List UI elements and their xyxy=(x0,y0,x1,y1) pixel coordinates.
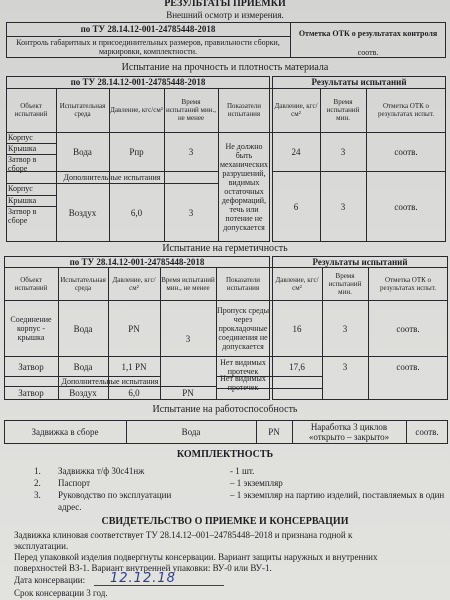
tightness-row3-medium: Воздух xyxy=(69,388,97,398)
operability-object: Задвижка в сборе xyxy=(31,427,99,437)
visual-item: Контроль габаритных и присоединительных размеров, правильности сборки, маркировки, комплектности. xyxy=(16,38,280,56)
strength-extra-res-pressure: 6 xyxy=(293,201,299,212)
tightness-row2-indicator: Нет видимых протечек xyxy=(220,357,266,376)
tightness-row2-pressure: 1,1 PN xyxy=(121,361,147,372)
visual-mark: соотв. xyxy=(357,47,379,57)
certificate-line-3: Перед упаковкой изделия подвергнуты консервации. Вариант защиты наружных и внутренних xyxy=(14,552,378,562)
visual-spec: по ТУ 28.14.12-001-24785448-2018 xyxy=(80,24,216,34)
operability-pressure: PN xyxy=(268,427,280,437)
operability-indicator: Наработка 3 циклов «открыто – закрыто» xyxy=(308,422,390,442)
tightness-row3-indicator: Нет видимых протечек xyxy=(220,373,266,392)
operability-medium: Вода xyxy=(181,427,201,437)
tightness-row1-object: Соединение корпус - крышка xyxy=(10,315,52,342)
strength-col-res-pressure: Давление, кгс/см² xyxy=(274,102,318,118)
strength-res-pressure: 24 xyxy=(291,147,301,157)
operability-mark: соотв. xyxy=(415,427,439,437)
strength-col-indicators: Показатели испытания xyxy=(226,102,262,118)
strength-object-2: Крышка xyxy=(8,144,37,153)
visual-otk-header: Отметка ОТК о результатах контроля xyxy=(298,28,438,38)
tightness-row1-indicator: Пропуск среды через прокладочные соединения не допускается xyxy=(217,306,269,351)
strength-extra-object-3: Затвор в сборе xyxy=(8,207,37,225)
conservation-date-label: Дата консервации: xyxy=(14,575,86,585)
strength-res-time: 3 xyxy=(340,147,346,157)
tightness-row1-res-pressure: 16 xyxy=(292,323,302,334)
completeness-item-num: 3. xyxy=(34,490,41,500)
strength-time: 3 xyxy=(188,147,194,157)
tightness-col-res-time: Время испытаний мин. xyxy=(328,271,362,296)
tightness-row2-res-time: 3 xyxy=(342,361,348,372)
strength-col-res-mark: Отметка ОТК о результатах испыт. xyxy=(377,102,435,118)
tightness-row1-pressure: PN xyxy=(128,323,140,334)
certificate-line-4: поверхностей ВЗ-1. Вариант внутренней упаковки: ВУ-0 или ВУ-1. xyxy=(14,563,272,573)
tightness-results-header: Результаты испытаний xyxy=(312,256,408,267)
tightness-shared-time: 3 xyxy=(185,333,191,344)
completeness-item-name: адрес. xyxy=(58,502,82,512)
conservation-term: Срок консервации 3 год. xyxy=(14,588,108,598)
tightness-spec: по ТУ 28.14.12-001-24785448-2018 xyxy=(69,256,205,267)
tightness-title: Испытание на герметичность xyxy=(162,243,288,254)
strength-object-3: Затвор в сборе xyxy=(8,155,37,173)
strength-extra-medium: Воздух xyxy=(68,207,97,218)
strength-res-mark: соотв. xyxy=(394,147,418,157)
tightness-col-medium: Испытательная среда xyxy=(60,275,106,292)
strength-col-medium: Испытательная среда xyxy=(59,102,106,118)
strength-results-header: Результаты испытаний xyxy=(311,77,407,87)
strength-col-res-time: Время испытаний мин. xyxy=(326,98,360,122)
strength-extra-pressure: 6,0 xyxy=(130,207,143,218)
tightness-row1-medium: Вода xyxy=(73,323,93,334)
completeness-title: КОМПЛЕКТНОСТЬ xyxy=(176,449,274,460)
strength-extra-object-2: Крышка xyxy=(8,196,37,205)
tightness-row2-medium: Вода xyxy=(73,361,93,372)
strength-extra-res-time: 3 xyxy=(340,201,346,212)
tightness-extra-label: Дополнительные испытания xyxy=(61,377,159,386)
tightness-row2-res-mark: соотв. xyxy=(396,361,420,372)
strength-pressure: Pпр xyxy=(129,147,144,157)
completeness-item-qty: - 1 шт. xyxy=(230,466,255,476)
completeness-item-name: Задвижка т/ф 30с41нж xyxy=(58,466,145,476)
tightness-row2-object: Затвор xyxy=(18,361,44,372)
tightness-col-res-pressure: Давление, кгс/см² xyxy=(275,275,319,292)
completeness-item-num: 2. xyxy=(34,478,41,488)
tightness-col-object: Объект испытаний xyxy=(14,275,48,292)
tightness-row3-object: Затвор xyxy=(18,388,44,398)
tightness-row3-pressure: 6,0 xyxy=(128,388,140,398)
completeness-item-qty: – 1 экземпляр на партию изделий, поставляемых в один xyxy=(230,490,445,500)
tightness-col-time: Время испытаний мин., не менее xyxy=(161,275,215,292)
strength-extra-label: Дополнительные испытания xyxy=(63,173,161,182)
strength-extra-res-mark: соотв. xyxy=(394,201,418,212)
page-title: РЕЗУЛЬТАТЫ ПРИЕМКИ xyxy=(164,0,286,9)
completeness-item-name: Руководство по эксплуатации xyxy=(58,490,172,500)
page-subtitle: Внешний осмотр и измерения. xyxy=(166,10,284,20)
certificate-title: СВИДЕТЕЛЬСТВО О ПРИЕМКЕ И КОНСЕРВАЦИИ xyxy=(101,516,349,527)
strength-spec: по ТУ 28.14.12-001-24785448-2018 xyxy=(70,77,206,87)
strength-col-pressure: Давление, кгс/см² xyxy=(110,106,163,114)
strength-col-time: Время испытаний мин., не менее xyxy=(166,98,216,122)
strength-medium: Вода xyxy=(73,147,92,157)
tightness-col-pressure: Давление, кгс/см² xyxy=(112,275,156,292)
strength-extra-object-1: Корпус xyxy=(8,184,33,193)
tightness-row1-res-mark: соотв. xyxy=(396,323,420,334)
certificate-line-2: эксплуатации. xyxy=(14,541,69,551)
tightness-col-indicators: Показатели испытания xyxy=(225,275,261,292)
operability-title: Испытание на работоспособность xyxy=(152,404,298,415)
certificate-line-1: Задвижка клиновая соответствует ТУ 28.14.12–001–24785448–2018 и признана годной к xyxy=(14,530,353,540)
conservation-date-value: 12.12.18 xyxy=(110,571,176,586)
tightness-col-res-mark: Отметка ОТК о результатах испыт. xyxy=(379,275,437,292)
strength-object-1: Корпус xyxy=(8,133,33,142)
tightness-row1-res-time: 3 xyxy=(342,323,348,334)
strength-indicator: Не должно быть механических разрушений, видимых остаточных деформаций, течь или потение не допускается xyxy=(219,142,268,232)
completeness-item-qty: – 1 экземпляр xyxy=(230,478,283,488)
strength-extra-time: 3 xyxy=(188,207,194,218)
completeness-item-num: 1. xyxy=(34,466,41,476)
tightness-row3-time: PN xyxy=(182,388,194,398)
completeness-item-name: Паспорт xyxy=(58,478,91,488)
tightness-row2-res-pressure: 17,6 xyxy=(289,361,305,372)
strength-title: Испытание на прочность и плотность материала xyxy=(121,62,329,73)
strength-col-object: Объект испытаний xyxy=(14,102,48,118)
